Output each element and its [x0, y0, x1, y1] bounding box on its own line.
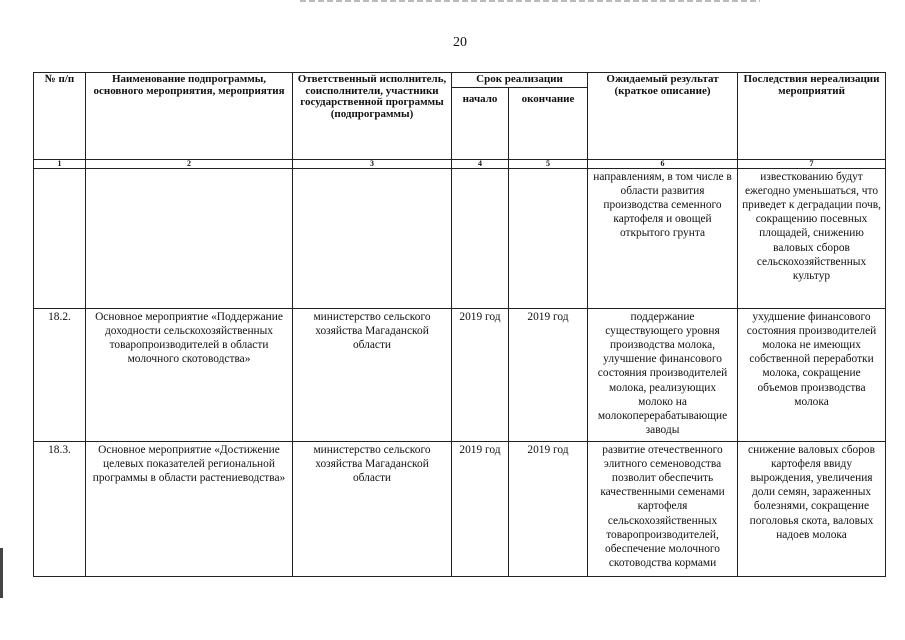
end-year: 2019 год: [509, 441, 588, 576]
header-term: Срок реализации: [452, 73, 588, 88]
column-number: 1: [34, 159, 86, 168]
start-year: 2019 год: [452, 441, 509, 576]
column-number: 3: [293, 159, 452, 168]
continuation-row: [34, 168, 886, 308]
continued-consequences: известкованию будут ежегодно уменьшаться, что приведет к деградации почв, сокращению посевных площадей, снижению валовых сборов сельскохозяйственных культур: [738, 168, 886, 308]
header-name: Наименование подпрограммы, основного мероприятия, мероприятия: [86, 73, 293, 160]
table-row: [34, 308, 886, 441]
column-number: 6: [588, 159, 738, 168]
header-start: начало: [452, 87, 509, 159]
end-year: 2019 год: [509, 308, 588, 441]
table-row: [34, 441, 886, 576]
header-consequences: Последствия нереализации мероприятий: [738, 73, 886, 160]
expected-result: поддержание существующего уровня производства молока, улучшение финансового состояния производителей молока, реализующих молоко на молокоперерабатывающие заводы: [588, 308, 738, 441]
scan-left-mark: [0, 548, 3, 598]
responsible-executor: министерство сельского хозяйства Магаданской области: [293, 308, 452, 441]
responsible-executor: министерство сельского хозяйства Магаданской области: [293, 441, 452, 576]
column-number: 7: [738, 159, 886, 168]
row-number: 18.3.: [34, 441, 86, 576]
column-number: 5: [509, 159, 588, 168]
start-year: 2019 год: [452, 308, 509, 441]
column-numbers-row: [34, 159, 886, 168]
row-number: 18.2.: [34, 308, 86, 441]
column-number: 2: [86, 159, 293, 168]
header-responsible: Ответственный исполнитель, соисполнители, участники государственной программы (подпрограммы): [293, 73, 452, 160]
page-number: 20: [453, 35, 467, 50]
program-measures-table: [33, 72, 886, 577]
header-result: Ожидаемый результат (краткое описание): [588, 73, 738, 160]
column-number: 4: [452, 159, 509, 168]
scan-top-artifact: [300, 0, 760, 2]
consequences: снижение валовых сборов картофеля ввиду вырождения, увеличения доли семян, зараженных болезнями, сокращение поголовья скота, валовых надоев молока: [738, 441, 886, 576]
expected-result: развитие отечественного элитного семеноводства позволит обеспечить качественными семенами картофеля сельскохозяйственных товаропроизводителей, обеспечение молочного скотоводства кормами: [588, 441, 738, 576]
measure-name: Основное мероприятие «Достижение целевых показателей региональной программы в области растениеводства»: [86, 441, 293, 576]
header-end: окончание: [509, 87, 588, 159]
header-num: № п/п: [34, 73, 86, 160]
continued-result: направлениям, в том числе в области развития производства семенного картофеля и овощей открытого грунта: [588, 168, 738, 308]
measure-name: Основное мероприятие «Поддержание доходности сельскохозяйственных товаропроизводителей в области молочного скотоводства»: [86, 308, 293, 441]
consequences: ухудшение финансового состояния производителей молока не имеющих собственной переработки молока, сокращение объемов производства молока: [738, 308, 886, 441]
